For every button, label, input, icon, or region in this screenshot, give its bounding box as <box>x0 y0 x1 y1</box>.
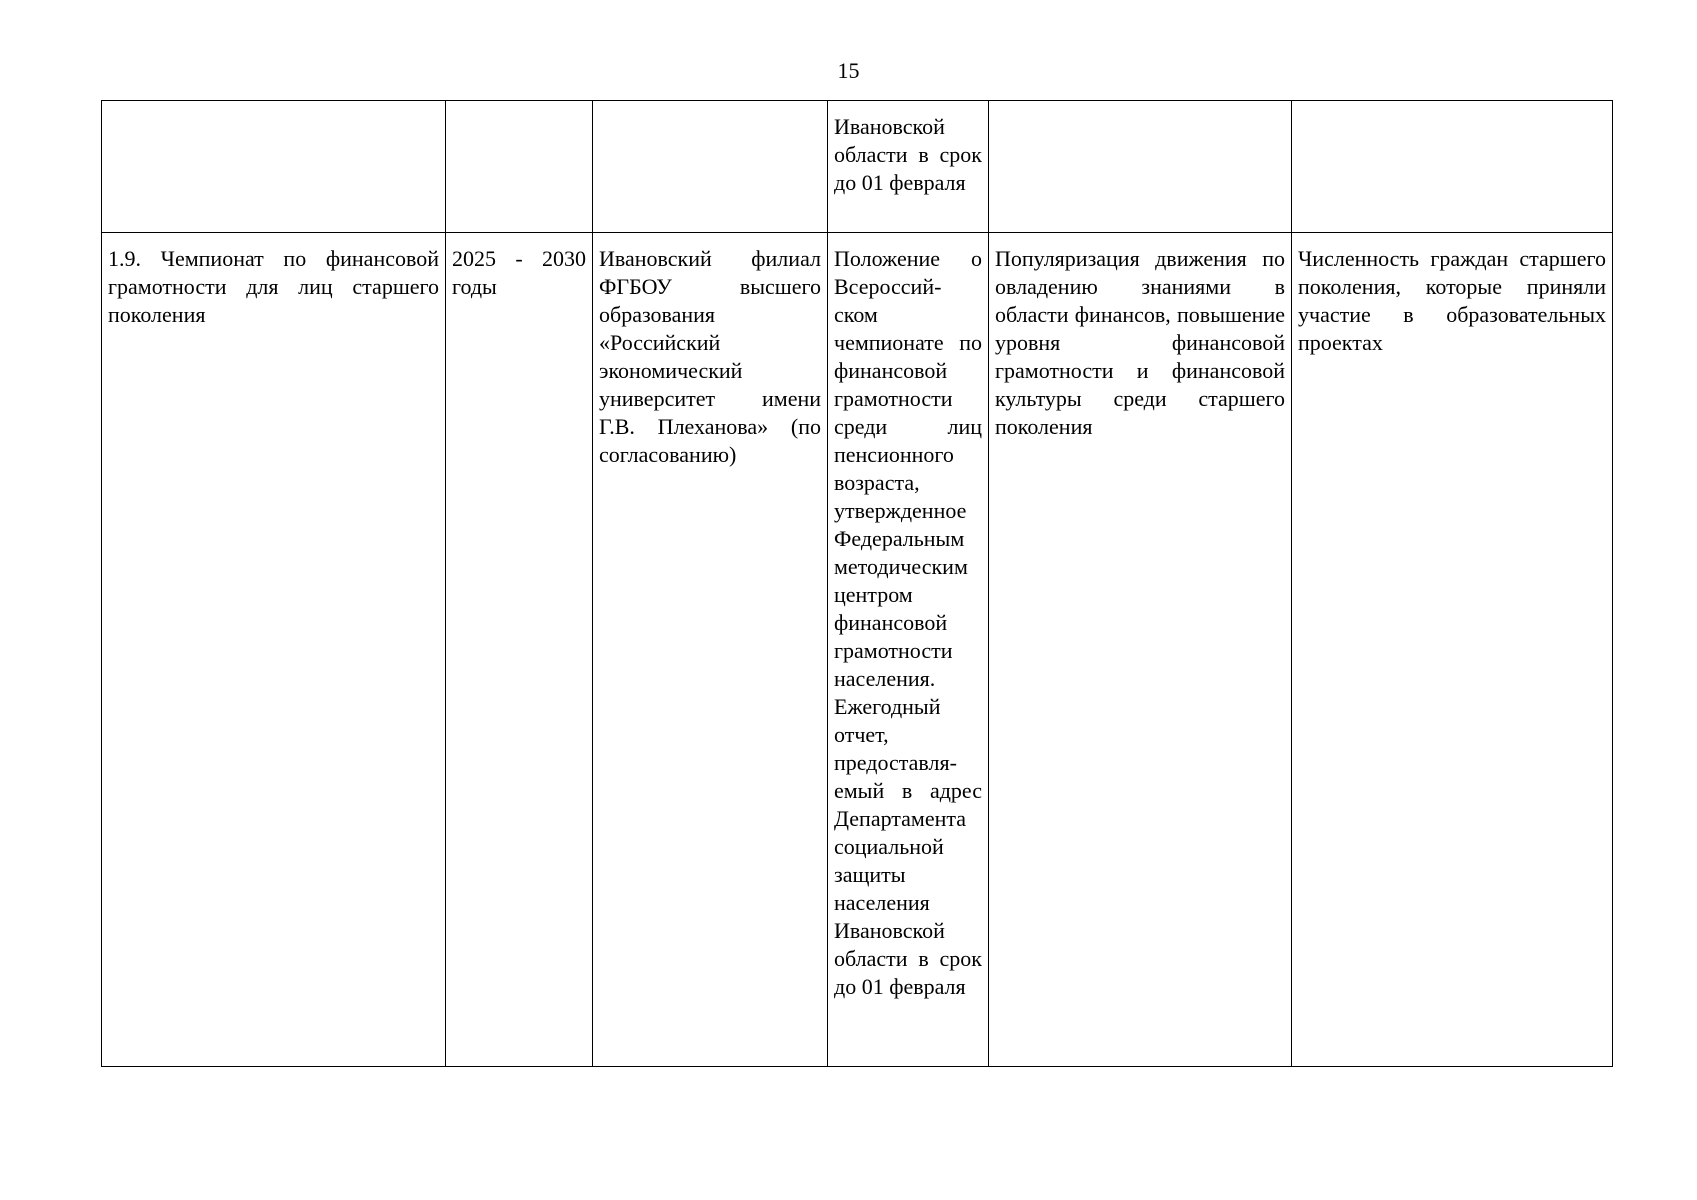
table-row <box>102 101 1613 233</box>
table-cell-executor: Ивановский филиал ФГБОУ высшего образования «Российский экономический университет имени Г.В. Плеханова» (по согласованию) <box>593 233 828 1067</box>
table-cell-result: Популяризация движения по овладению знаниями в области финансов, повышение уровня финансовой грамотности и финансовой культуры среди старшего поколения <box>989 233 1292 1067</box>
table-cell-period: 2025 - 2030 годы <box>446 233 593 1067</box>
table-cell-indicator: Численность граждан старшего поколения, которые приняли участие в образовательных проектах <box>1292 233 1613 1067</box>
table-cell-document: Ивановской области в срок до 01 февраля <box>828 101 989 233</box>
table-cell-measure <box>102 101 446 233</box>
page-number: 15 <box>837 58 860 83</box>
table-row <box>102 233 1613 1067</box>
table-cell-document: Положение о Всероссий-ском чемпионате по финансовой грамотности среди лиц пенсионного возраста, утвержденное Федеральным методическим центром финансовой грамотности населения. Ежегодный отчет, предоставля-емый в адрес Департамента социальной защиты населения Ивановской области в срок до 01 февраля <box>828 233 989 1067</box>
table-cell-executor <box>593 101 828 233</box>
table-cell-measure: 1.9. Чемпионат по финансовой грамотности для лиц старшего поколения <box>102 233 446 1067</box>
table-cell-period <box>446 101 593 233</box>
measures-table <box>101 100 1613 1067</box>
table-cell-indicator <box>1292 101 1613 233</box>
table-cell-result <box>989 101 1292 233</box>
